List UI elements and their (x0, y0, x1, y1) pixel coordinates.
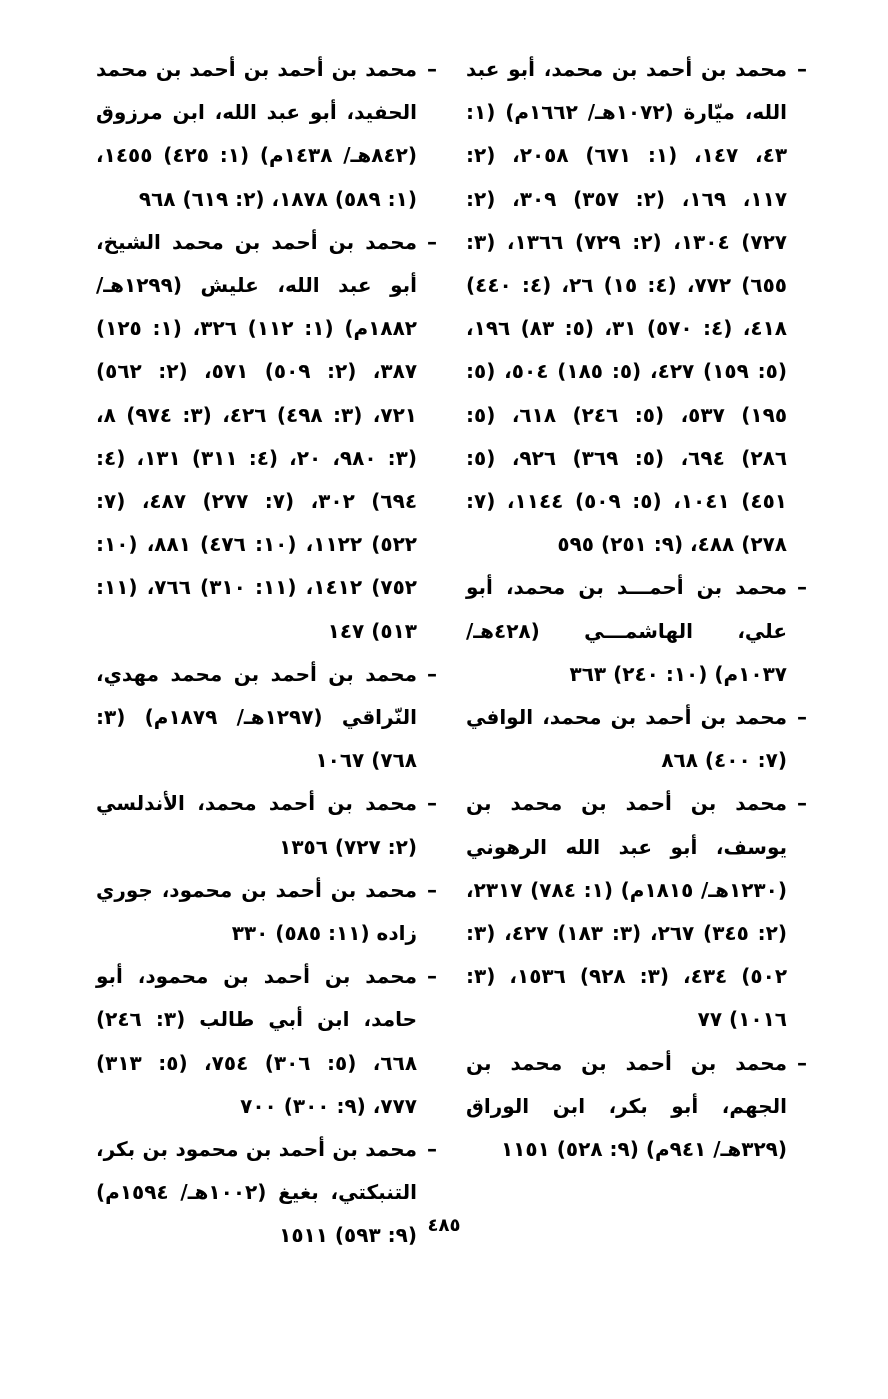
entry-dash: – (427, 229, 437, 254)
entry-text: محمد بن أحمد بن محمد بن الجهم، أبو بكر، ابن الوراق (٣٢٩هـ/ ٩٤١م) (٩: ٥٢٨) ١١٥١ (466, 1050, 787, 1162)
entry-text: محمد بن أحمد بن محمد مهدي، النّراقي (١٢٩٧هـ/ ١٨٧٩م) (٣: ٧٦٨) ١٠٦٧ (96, 661, 417, 773)
entry-text: محمد بن أحمد بن محمد الشيخ، أبو عبد الله، عليش (١٢٩٩هـ/ ١٨٨٢م) (١: ١١٢) ٣٢٦، (١: ١٢٥) ٣٨٧، (٢: ٥٠٩) ٥٧١، (٢: ٥٦٢) ٧٢١، (٣: ٤٩٨) ٤٢٦، (٣: ٩٧٤) ٨، (٣: ٩٨٠، ٢٠، (٤: ٣١١) ١٣١، (٤: ٦٩٤) ٣٠٢، (٧: ٢٧٧) ٤٨٧، (٧: ٥٢٢) ١١٢٢، (١٠: ٤٧٦) ٨٨١، (١٠: ٧٥٢) ١٤١٢، (١١: ٣١٠) ٧٦٦، (١١: ٥١٣) ١٤٧ (96, 229, 418, 643)
entry-dash: – (427, 877, 437, 902)
left-column (96, 48, 441, 1258)
index-entry (466, 696, 811, 782)
index-entry (96, 1128, 441, 1258)
page-number: ٤٨٥ (427, 1215, 461, 1236)
index-entry (96, 653, 441, 783)
entry-dash: – (427, 57, 437, 81)
entry-text: محمد بن أحمـــد بن محمد، أبو علي، الهاشمـــي (٤٢٨هـ/ ١٠٣٧م) (١٠: ٢٤٠) ٣٦٣ (466, 575, 787, 686)
index-entry (96, 221, 441, 653)
entry-text: محمد بن أحمد بن محمود، جوري زاده (١١: ٥٨٥) ٣٣٠ (96, 877, 417, 946)
entry-dash: – (427, 964, 437, 989)
index-entry (96, 955, 441, 1128)
entry-text: محمد بن أحمد بن محمد، أبو عبد الله، ميّارة (١٠٧٢هـ/ ١٦٦٢م) (١: ٤٣، ١٤٧، (١: ٦٧١) ٢٠٥٨، (٢: ١١٧، ١٦٩، (٢: ٣٥٧) ٣٠٩، (٢: ٧٢٧) ١٣٠٤، (٢: ٧٢٩) ١٣٦٦، (٣: ٦٥٥) ٧٧٢، (٤: ١٥) ٢٦، (٤: ٤٤٠) ٤١٨، (٤: ٥٧٠) ٣١، (٥: ٨٣) ١٩٦، (٥: ١٥٩) ٤٢٧، (٥: ١٨٥) ٥٠٤، (٥: ١٩٥) ٥٣٧، (٥: ٢٤٦) ٦١٨، (٥: ٢٨٦) ٦٩٤، (٥: ٣٦٩) ٩٢٦، (٥: ٤٥١) ١٠٤١، (٥: ٥٠٩) ١١٤٤، (٧: ٢٧٨) ٤٨٨، (٩: ٢٥١) ٥٩٥ (466, 57, 788, 557)
entry-dash: – (797, 57, 807, 81)
entry-text: محمد بن أحمد بن أحمد بن محمد الحفيد، أبو عبد الله، ابن مرزوق (٨٤٢هـ/ ١٤٣٨م) (١: ٤٢٥) ١٤٥٥، (١: ٥٨٩) ١٨٧٨، (٢: ٦١٩) ٩٦٨ (96, 57, 417, 211)
entry-dash: – (797, 705, 807, 730)
entry-text: محمد بن أحمد بن محمد بن يوسف، أبو عبد الله الرهوني (١٢٣٠هـ/ ١٨١٥م) (١: ٧٨٤) ٢٣١٧، (٢: ٣٤٥) ٢٦٧، (٣: ١٨٣) ٤٢٧، (٣: ٥٠٢) ٤٣٤، (٣: ٩٢٨) ١٥٣٦، (٣: ١٠١٦) ٧٧ (466, 791, 788, 1032)
entry-text: محمد بن أحمد بن محمد، الوافي (٧: ٤٠٠) ٨٦٨ (466, 705, 787, 773)
index-entry (466, 566, 811, 696)
entry-dash: – (427, 791, 437, 816)
index-entry (466, 1042, 811, 1172)
entry-text: محمد بن أحمد بن محمود، أبو حامد، ابن أبي طالب (٣: ٢٤٦) ٦٦٨، (٥: ٣٠٦) ٧٥٤، (٥: ٣١٣) ٧٧٧، (٩: ٣٠٠) ٧٠٠ (96, 964, 418, 1118)
entry-dash: – (797, 791, 807, 816)
entry-text: محمد بن أحمد محمد، الأندلسي (٢: ٧٢٧) ١٣٥٦ (96, 791, 417, 859)
entry-text: محمد بن أحمد بن محمود بن بكر، التنبكتي، بغيغ (١٠٠٢هـ/ ١٥٩٤م) (٩: ٥٩٣) ١٥١١ (96, 1137, 417, 1248)
index-entry (466, 48, 811, 566)
index-entry (96, 869, 441, 955)
entry-dash: – (427, 1137, 437, 1162)
index-entry (466, 782, 811, 1041)
entry-dash: – (797, 1050, 807, 1075)
entry-dash: – (797, 575, 807, 600)
index-entry (96, 782, 441, 868)
entry-dash: – (427, 661, 437, 686)
right-column (466, 48, 811, 1171)
index-entry (96, 48, 441, 221)
